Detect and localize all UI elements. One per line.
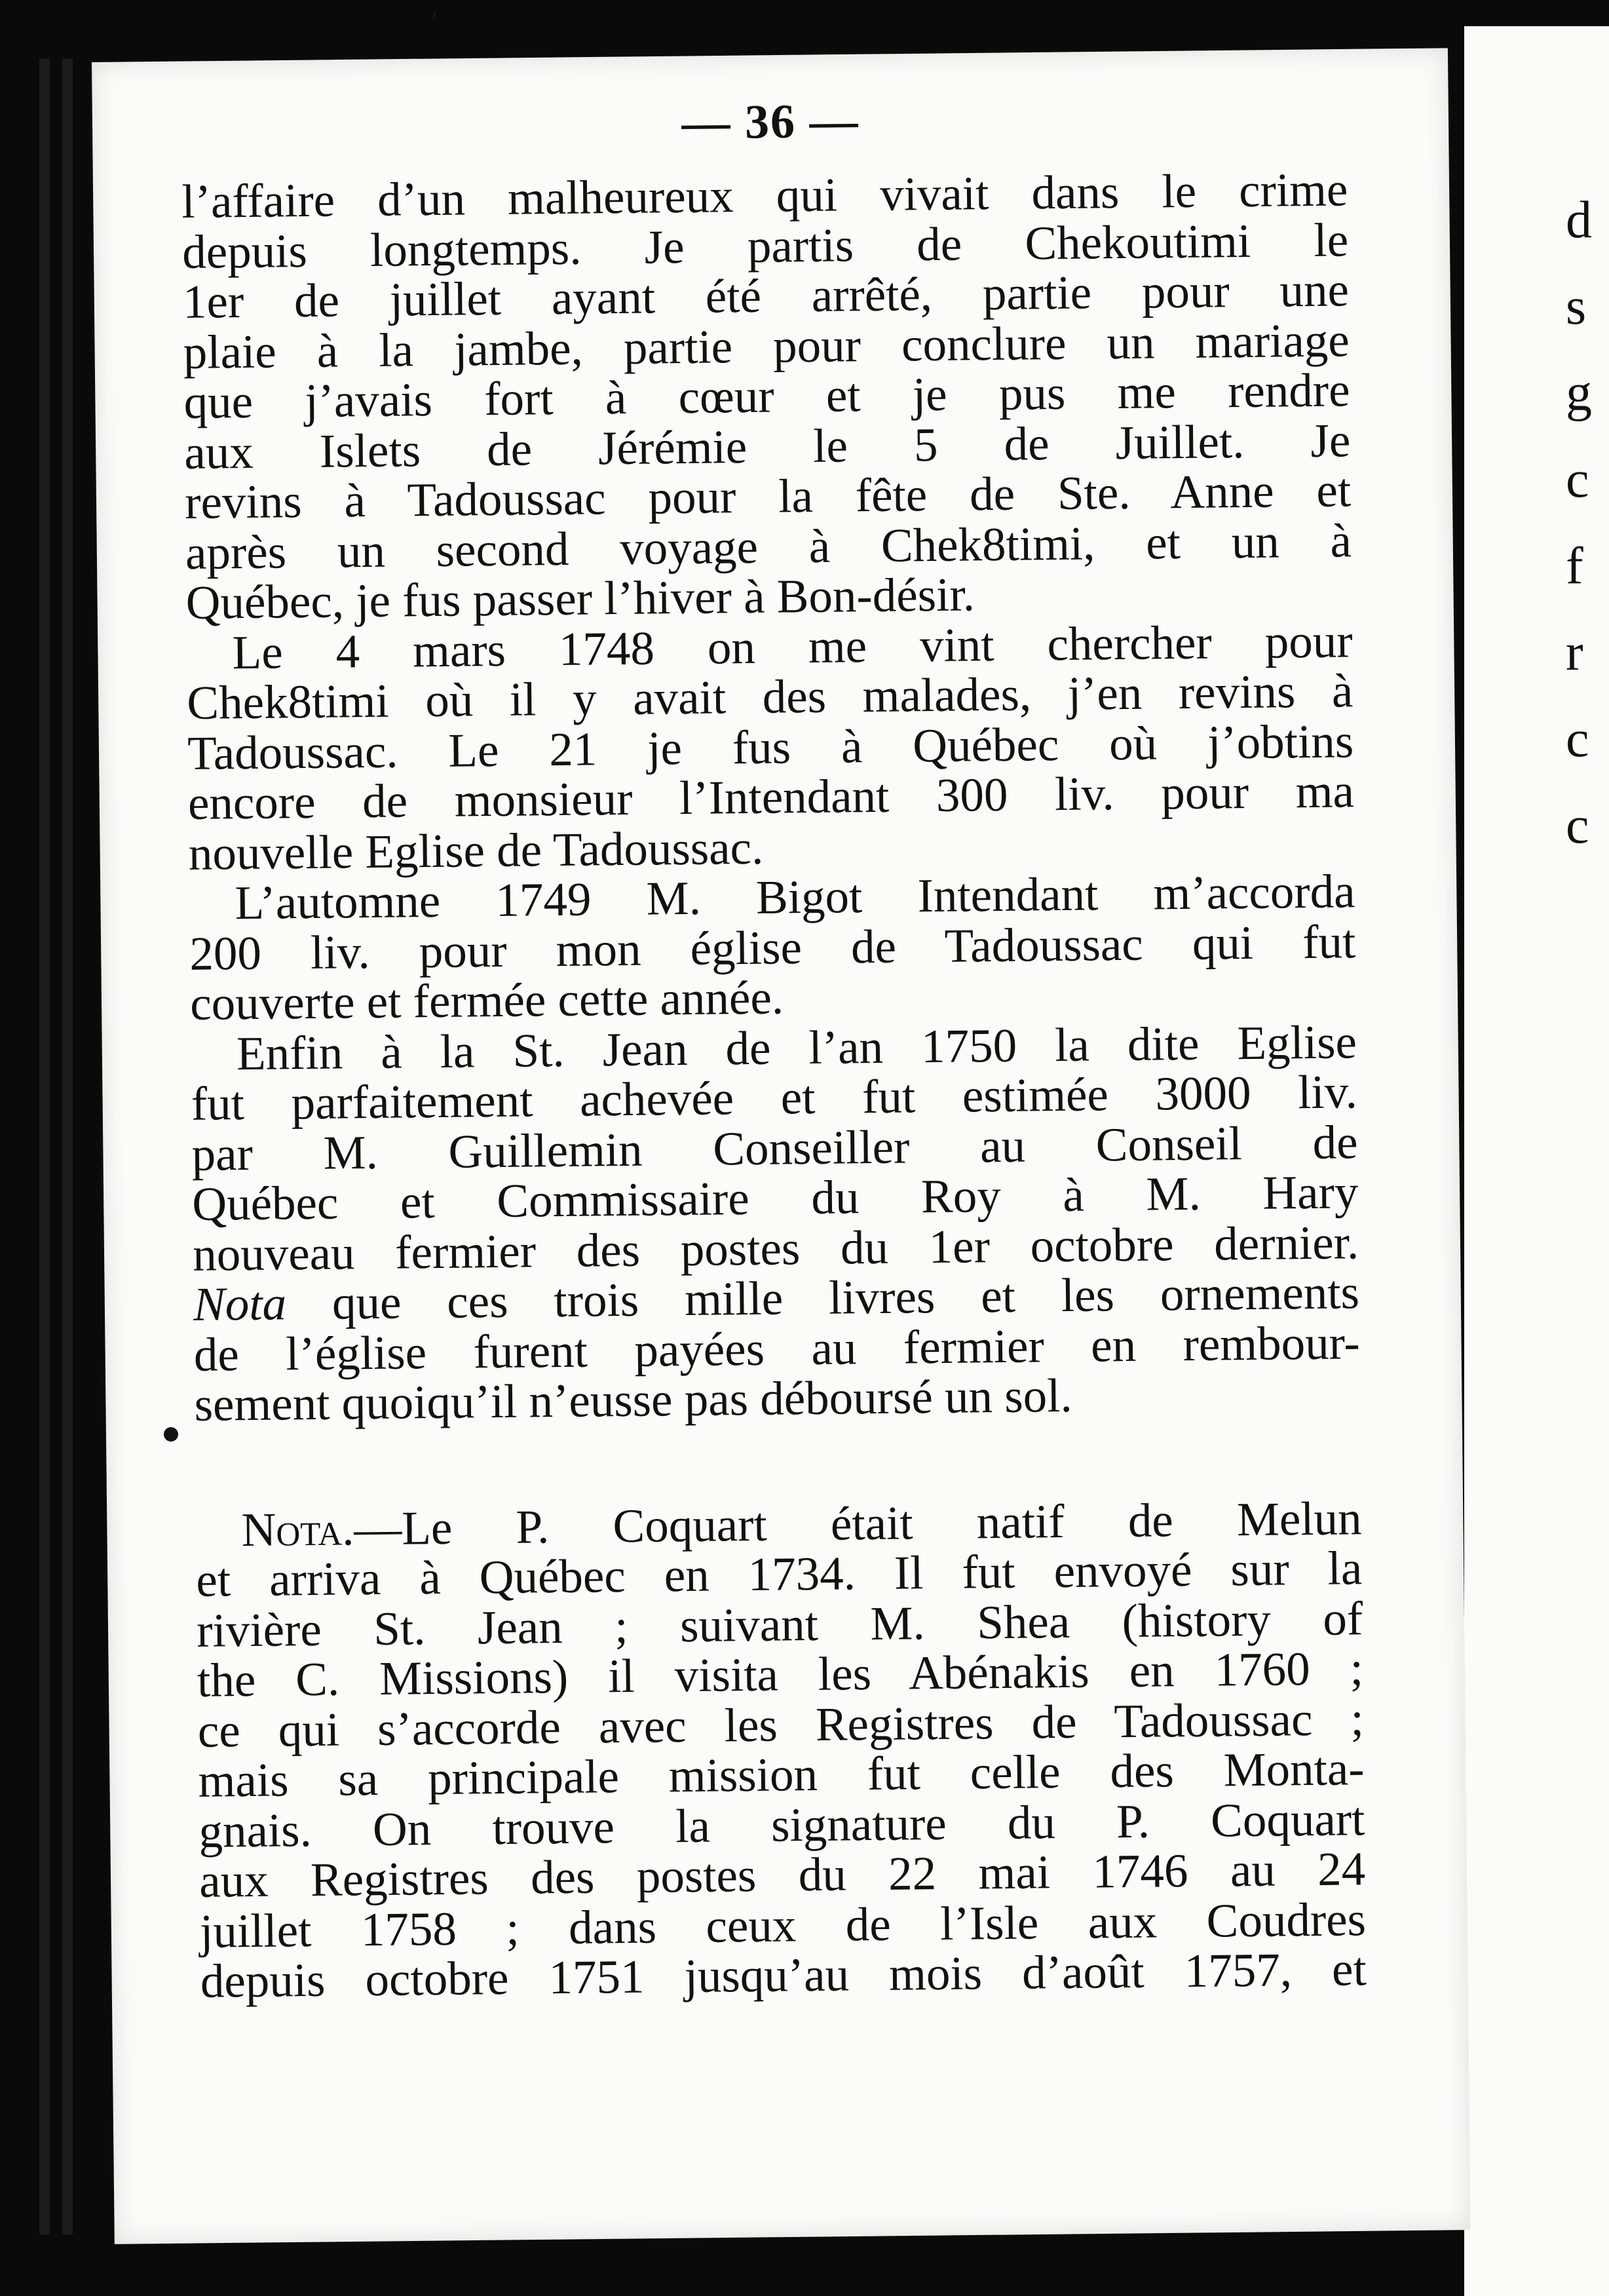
text-line: 200 liv. pour mon église de Tadoussac qui fut bbox=[189, 914, 1356, 980]
text-line: Tadoussac. Le 21 je fus à Québec où j’obtins bbox=[187, 714, 1354, 780]
text-line: gnais. On trouve la signature du P. Coquart bbox=[199, 1791, 1365, 1858]
text-line: depuis longtemps. Je partis de Chekoutimi le bbox=[181, 212, 1349, 278]
text-line: aux Islets de Jérémie le 5 de Juillet. Je bbox=[183, 413, 1351, 479]
text-line: après un second voyage à Chek8timi, et un à bbox=[185, 513, 1352, 579]
text-line: Enfin à la St. Jean de l’an 1750 la dite Eglise bbox=[236, 1014, 1357, 1080]
text-line: mais sa principale mission fut celle des Monta- bbox=[198, 1742, 1365, 1807]
text-line: par M. Guillemin Conseiller au Conseil de bbox=[191, 1115, 1358, 1181]
fragment: s bbox=[1566, 278, 1587, 335]
text-line: que ces trois mille livres et les ornements bbox=[331, 1265, 1360, 1330]
text-line: —Le P. Coquart était natif de Melun bbox=[353, 1491, 1362, 1555]
fragment: f bbox=[1566, 537, 1583, 595]
text-line: et arriva à Québec en 1734. Il fut envoyé sur la bbox=[196, 1541, 1363, 1607]
fragment: g bbox=[1566, 364, 1592, 422]
text-line: ce qui s’accorde avec les Registres de Tadoussac ; bbox=[197, 1691, 1365, 1757]
fragment: r bbox=[1566, 624, 1583, 681]
fragment: c bbox=[1566, 710, 1589, 768]
text-line: Québec, je fus passer l’hiver à Bon-désir. bbox=[185, 567, 975, 629]
text-line: Le 4 mars 1748 on me vint chercher pour bbox=[232, 613, 1353, 679]
text-line: Chek8timi où il y avait des malades, j’en revins à bbox=[186, 664, 1353, 729]
text-line: de l’église furent payées au fermier en rembour- bbox=[193, 1315, 1361, 1381]
text-line: revins à Tadoussac pour la fête de Ste. Anne et bbox=[184, 463, 1352, 529]
fragment: c bbox=[1566, 797, 1589, 854]
text-line: fut parfaitement achevée et fut estimée 3000 liv. bbox=[191, 1065, 1358, 1130]
fragment: d bbox=[1566, 191, 1592, 249]
text-line: plaie à la jambe, partie pour conclure un mariage bbox=[183, 313, 1350, 379]
text-line: sement quoiqu’il n’eusse pas déboursé un sol. bbox=[194, 1368, 1073, 1431]
text-line: Québec et Commissaire du Roy à M. Hary bbox=[191, 1165, 1359, 1231]
facing-page-text bbox=[1566, 177, 1592, 869]
text-line: rivière St. Jean ; suivant M. Shea (history of bbox=[196, 1591, 1363, 1657]
scan-mark: ′ bbox=[432, 9, 437, 31]
text-line: juillet 1758 ; dans ceux de l’Isle aux Coudres bbox=[199, 1892, 1367, 1958]
text-line: depuis octobre 1751 jusqu’au mois d’août 1757, et bbox=[200, 1942, 1367, 2008]
text-line: 1er de juillet ayant été arrêté, partie pour une bbox=[182, 263, 1350, 328]
page-body bbox=[181, 164, 1367, 2006]
text-line: que j’avais fort à cœur et je pus me rendre bbox=[183, 363, 1350, 429]
fragment: c bbox=[1566, 451, 1589, 508]
section-gap bbox=[195, 1418, 1361, 1506]
nota-heading: Nota. bbox=[241, 1501, 354, 1556]
margin-dot bbox=[164, 1427, 178, 1442]
text-line: aux Registres des postes du 22 mai 1746 au 24 bbox=[199, 1842, 1366, 1907]
text-line: nouveau fermier des postes du 1er octobre dernier. bbox=[192, 1215, 1359, 1281]
text-line: l’affaire d’un malheureux qui vivait dans le crime bbox=[181, 163, 1348, 228]
nota-italic: Nota bbox=[193, 1276, 287, 1331]
text-line: the C. Missions) il visita les Abénakis en 1760 ; bbox=[197, 1641, 1364, 1707]
text-line: encore de monsieur l’Intendant 300 liv. pour ma bbox=[187, 764, 1355, 830]
binding-edge bbox=[62, 59, 73, 2234]
text-line: L’automne 1749 M. Bigot Intendant m’accorda bbox=[235, 864, 1355, 930]
text-line: nouvelle Eglise de Tadoussac. bbox=[188, 820, 764, 880]
page-number: — 36 — bbox=[681, 94, 860, 150]
binding-edge bbox=[39, 59, 50, 2234]
text-line: couverte et fermée cette année. bbox=[189, 970, 784, 1030]
